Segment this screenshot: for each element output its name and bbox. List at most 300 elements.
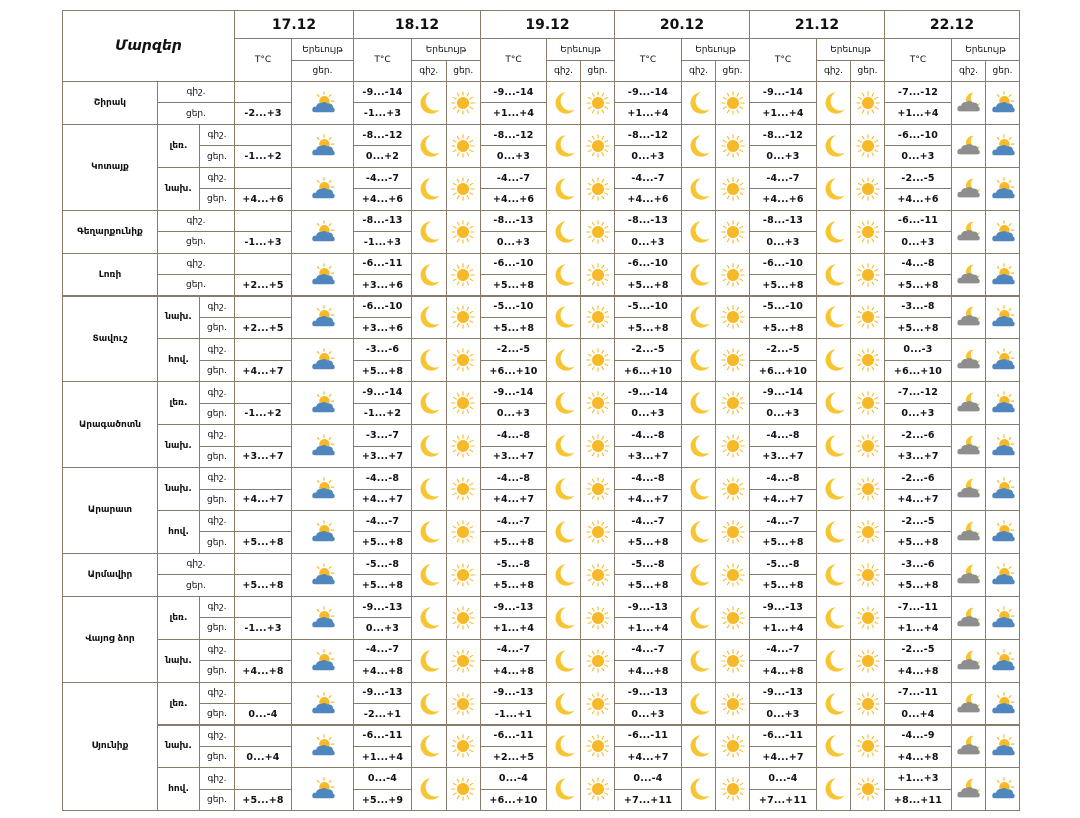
partly-cloudy-icon: [985, 296, 1020, 340]
moon-icon: [816, 338, 851, 382]
night-temp: -7...-12: [884, 81, 952, 103]
day-temp: +5...+8: [353, 531, 412, 553]
zone-label: լեռ.: [157, 682, 200, 726]
sun-icon: [446, 767, 482, 811]
night-temp: -9...-13: [614, 682, 682, 704]
temp-col-header: T°C: [614, 38, 682, 82]
night-temp: [234, 510, 292, 532]
day-temp: +5...+8: [480, 531, 547, 553]
night-temp: -7...-12: [884, 381, 952, 403]
night-header: գիշ.: [411, 60, 447, 82]
day-temp: +4...+8: [884, 660, 952, 682]
day-temp: -1...+3: [353, 231, 412, 253]
cloud-moon-icon: [951, 467, 986, 511]
day-temp: -1...+2: [234, 403, 292, 425]
day-temp: +1...+4: [614, 617, 682, 639]
day-temp: +4...+8: [884, 746, 952, 768]
day-temp: -2...+1: [353, 703, 412, 725]
partly-cloudy-icon: [291, 725, 354, 769]
night-temp: -4...-7: [353, 167, 412, 189]
night-temp: -4...-8: [480, 467, 547, 489]
day-label: ցեր.: [157, 274, 235, 296]
day-temp: +1...+4: [353, 746, 412, 768]
phenomenon-header: Երեւույթ: [411, 38, 481, 61]
day-temp: +4...+7: [353, 489, 412, 511]
moon-icon: [681, 639, 716, 683]
day-temp: +5...+8: [614, 531, 682, 553]
day-temp: +4...+6: [234, 188, 292, 210]
cloud-moon-icon: [951, 296, 986, 340]
day-label: ցեր.: [199, 317, 235, 339]
night-temp: -8...-13: [480, 210, 547, 232]
night-temp: 0...-4: [480, 767, 547, 789]
cloud-moon-icon: [951, 725, 986, 769]
moon-icon: [816, 553, 851, 597]
sun-icon: [850, 725, 885, 769]
sun-icon: [850, 338, 885, 382]
cloud-moon-icon: [951, 767, 986, 811]
partly-cloudy-icon: [985, 596, 1020, 640]
moon-icon: [411, 639, 447, 683]
moon-icon: [411, 596, 447, 640]
day-temp: +4...+8: [749, 660, 817, 682]
sun-icon: [446, 510, 482, 554]
night-temp: -8...-12: [480, 124, 547, 146]
day-temp: 0...+3: [614, 145, 682, 167]
night-temp: -9...-14: [749, 81, 817, 103]
moon-icon: [546, 296, 581, 340]
day-temp: +4...+6: [749, 188, 817, 210]
day-label: ցեր.: [199, 660, 235, 682]
night-temp: -8...-12: [614, 124, 682, 146]
day-temp: +4...+7: [749, 489, 817, 511]
day-temp: +1...+4: [884, 102, 952, 124]
moon-icon: [546, 725, 581, 769]
sun-icon: [446, 253, 482, 297]
sun-icon: [446, 124, 482, 168]
day-temp: -1...+3: [353, 102, 412, 124]
night-header: գիշ.: [546, 60, 581, 82]
partly-cloudy-icon: [291, 596, 354, 640]
sun-icon: [446, 725, 482, 769]
day-temp: +3...+7: [884, 446, 952, 468]
day-temp: +5...+8: [884, 274, 952, 296]
sun-icon: [715, 424, 750, 468]
night-temp: -4...-8: [884, 253, 952, 275]
zone-label: նախ.: [157, 167, 200, 211]
partly-cloudy-icon: [291, 253, 354, 297]
moon-icon: [681, 510, 716, 554]
sun-icon: [580, 338, 615, 382]
moon-icon: [546, 338, 581, 382]
cloud-moon-icon: [951, 682, 986, 726]
partly-cloudy-icon: [291, 124, 354, 168]
partly-cloudy-icon: [291, 167, 354, 211]
day-temp: +5...+8: [884, 317, 952, 339]
night-temp: -2...-5: [884, 167, 952, 189]
partly-cloudy-icon: [291, 424, 354, 468]
moon-icon: [411, 210, 447, 254]
day-temp: 0...+3: [884, 145, 952, 167]
night-label: գիշ.: [199, 338, 235, 360]
sun-icon: [850, 767, 885, 811]
night-temp: [234, 639, 292, 661]
day-temp: +5...+8: [749, 274, 817, 296]
day-label: ցեր.: [199, 789, 235, 811]
sun-icon: [850, 210, 885, 254]
night-header: գիշ.: [681, 60, 716, 82]
region-name: Արագածոտն: [62, 381, 158, 468]
region-name: Սյունիք: [62, 682, 158, 812]
moon-icon: [681, 167, 716, 211]
day-temp: +4...+7: [480, 489, 547, 511]
day-temp: 0...-4: [234, 703, 292, 725]
sun-icon: [446, 338, 482, 382]
moon-icon: [546, 124, 581, 168]
day-temp: +5...+8: [749, 531, 817, 553]
partly-cloudy-icon: [985, 124, 1020, 168]
moon-icon: [681, 424, 716, 468]
cloud-moon-icon: [951, 424, 986, 468]
moon-icon: [681, 381, 716, 425]
day-label: ցեր.: [157, 102, 235, 124]
night-label: գիշ.: [199, 381, 235, 403]
night-label: գիշ.: [157, 210, 235, 232]
night-temp: [234, 424, 292, 446]
moon-icon: [546, 210, 581, 254]
night-temp: [234, 682, 292, 704]
sun-icon: [715, 124, 750, 168]
partly-cloudy-icon: [985, 467, 1020, 511]
night-temp: -5...-10: [614, 296, 682, 318]
night-temp: 0...-4: [353, 767, 412, 789]
night-temp: -6...-11: [353, 253, 412, 275]
night-temp: -7...-11: [884, 682, 952, 704]
moon-icon: [681, 296, 716, 340]
night-temp: -7...-11: [884, 596, 952, 618]
day-temp: +3...+6: [353, 274, 412, 296]
night-temp: -9...-13: [353, 682, 412, 704]
moon-icon: [816, 81, 851, 125]
partly-cloudy-icon: [291, 639, 354, 683]
regions-header: Մարզեր: [62, 10, 235, 82]
night-temp: 0...-4: [614, 767, 682, 789]
sun-icon: [580, 296, 615, 340]
night-label: գիշ.: [199, 725, 235, 747]
day-header: ցեր.: [446, 60, 482, 82]
date-header: 21.12: [749, 10, 885, 39]
day-temp: +7...+11: [749, 789, 817, 811]
moon-icon: [411, 510, 447, 554]
sun-icon: [446, 81, 482, 125]
zone-label: նախ.: [157, 725, 200, 769]
night-temp: -5...-10: [480, 296, 547, 318]
sun-icon: [580, 124, 615, 168]
temp-col-header: T°C: [480, 38, 547, 82]
partly-cloudy-icon: [985, 767, 1020, 811]
cloud-moon-icon: [951, 639, 986, 683]
moon-icon: [546, 467, 581, 511]
moon-icon: [681, 81, 716, 125]
day-temp: 0...+3: [884, 403, 952, 425]
day-temp: -2...+3: [234, 102, 292, 124]
night-temp: -2...-5: [480, 338, 547, 360]
night-label: գիշ.: [199, 596, 235, 618]
moon-icon: [816, 467, 851, 511]
day-label: ցեր.: [199, 531, 235, 553]
night-temp: [234, 210, 292, 232]
night-temp: -6...-10: [614, 253, 682, 275]
cloud-moon-icon: [951, 210, 986, 254]
day-temp: +4...+7: [234, 360, 292, 382]
day-label: ցեր.: [157, 231, 235, 253]
sun-icon: [715, 467, 750, 511]
night-label: գիշ.: [199, 296, 235, 318]
night-temp: -6...-11: [749, 725, 817, 747]
moon-icon: [411, 553, 447, 597]
night-temp: -4...-8: [480, 424, 547, 446]
temp-col-header: T°C: [353, 38, 412, 82]
sun-icon: [715, 596, 750, 640]
night-temp: -5...-8: [749, 553, 817, 575]
sun-icon: [446, 381, 482, 425]
partly-cloudy-icon: [291, 682, 354, 726]
date-header: 20.12: [614, 10, 750, 39]
partly-cloudy-icon: [985, 424, 1020, 468]
night-temp: -2...-6: [884, 467, 952, 489]
moon-icon: [546, 596, 581, 640]
night-temp: -4...-9: [884, 725, 952, 747]
day-temp: 0...+3: [749, 145, 817, 167]
date-header: 19.12: [480, 10, 615, 39]
moon-icon: [681, 124, 716, 168]
day-temp: +8...+11: [884, 789, 952, 811]
night-temp: -4...-8: [749, 467, 817, 489]
cloud-moon-icon: [951, 381, 986, 425]
night-temp: -5...-8: [353, 553, 412, 575]
sun-icon: [850, 596, 885, 640]
moon-icon: [411, 381, 447, 425]
moon-icon: [681, 338, 716, 382]
moon-icon: [681, 682, 716, 726]
zone-label: նախ.: [157, 424, 200, 468]
night-temp: -6...-11: [614, 725, 682, 747]
night-temp: [234, 725, 292, 747]
partly-cloudy-icon: [291, 338, 354, 382]
partly-cloudy-icon: [291, 553, 354, 597]
partly-cloudy-icon: [985, 253, 1020, 297]
night-temp: [234, 596, 292, 618]
day-temp: -1...+2: [353, 403, 412, 425]
moon-icon: [816, 725, 851, 769]
day-temp: +2...+5: [234, 274, 292, 296]
night-temp: -2...-5: [884, 510, 952, 532]
night-temp: -2...-5: [884, 639, 952, 661]
day-temp: +5...+8: [234, 574, 292, 596]
sun-icon: [850, 467, 885, 511]
day-temp: 0...+3: [749, 403, 817, 425]
day-temp: +1...+4: [884, 617, 952, 639]
day-temp: +4...+8: [614, 660, 682, 682]
night-temp: -4...-8: [614, 467, 682, 489]
night-temp: -3...-8: [884, 296, 952, 318]
moon-icon: [411, 124, 447, 168]
moon-icon: [816, 296, 851, 340]
night-temp: -3...-7: [353, 424, 412, 446]
day-temp: 0...+3: [884, 231, 952, 253]
night-temp: 0...-3: [884, 338, 952, 360]
day-temp: +4...+6: [353, 188, 412, 210]
night-temp: -4...-7: [480, 167, 547, 189]
night-label: գիշ.: [199, 424, 235, 446]
moon-icon: [816, 124, 851, 168]
night-temp: -4...-7: [614, 510, 682, 532]
sun-icon: [446, 167, 482, 211]
night-temp: -8...-13: [614, 210, 682, 232]
night-temp: [234, 253, 292, 275]
sun-icon: [446, 210, 482, 254]
sun-icon: [580, 210, 615, 254]
day-label: ցեր.: [199, 617, 235, 639]
sun-icon: [580, 767, 615, 811]
day-temp: +5...+8: [353, 574, 412, 596]
day-label: ցեր.: [199, 446, 235, 468]
night-temp: -4...-7: [480, 639, 547, 661]
sun-icon: [580, 682, 615, 726]
zone-label: հով.: [157, 767, 200, 811]
night-temp: -2...-5: [749, 338, 817, 360]
partly-cloudy-icon: [985, 81, 1020, 125]
zone-label: լեռ.: [157, 596, 200, 640]
day-temp: +1...+4: [480, 617, 547, 639]
night-temp: -9...-13: [614, 596, 682, 618]
sun-icon: [850, 682, 885, 726]
sun-icon: [715, 682, 750, 726]
night-label: գիշ.: [157, 553, 235, 575]
day-label: ցեր.: [199, 403, 235, 425]
sun-icon: [446, 467, 482, 511]
night-label: գիշ.: [199, 682, 235, 704]
night-temp: -9...-13: [749, 682, 817, 704]
day-temp: +4...+7: [234, 489, 292, 511]
sun-icon: [715, 725, 750, 769]
moon-icon: [816, 639, 851, 683]
day-label: ցեր.: [157, 574, 235, 596]
night-temp: [234, 167, 292, 189]
night-temp: [234, 381, 292, 403]
day-temp: +5...+8: [749, 574, 817, 596]
moon-icon: [546, 682, 581, 726]
sun-icon: [446, 639, 482, 683]
sun-icon: [715, 553, 750, 597]
moon-icon: [546, 167, 581, 211]
sun-icon: [850, 81, 885, 125]
sun-icon: [580, 81, 615, 125]
moon-icon: [411, 725, 447, 769]
night-temp: -2...-6: [884, 424, 952, 446]
night-label: գիշ.: [199, 510, 235, 532]
night-temp: -9...-13: [480, 682, 547, 704]
sun-icon: [580, 253, 615, 297]
partly-cloudy-icon: [291, 381, 354, 425]
night-temp: -4...-7: [353, 639, 412, 661]
day-temp: +5...+8: [234, 789, 292, 811]
moon-icon: [411, 167, 447, 211]
night-temp: -4...-7: [614, 639, 682, 661]
day-temp: +4...+7: [884, 489, 952, 511]
day-temp: +6...+10: [614, 360, 682, 382]
day-temp: +5...+8: [614, 574, 682, 596]
sun-icon: [580, 381, 615, 425]
night-temp: -4...-7: [614, 167, 682, 189]
phenomenon-header: Երեւույթ: [681, 38, 750, 61]
moon-icon: [411, 424, 447, 468]
night-temp: -9...-13: [353, 596, 412, 618]
moon-icon: [816, 767, 851, 811]
sun-icon: [715, 167, 750, 211]
day-temp: 0...+2: [353, 145, 412, 167]
date-header: 17.12: [234, 10, 354, 39]
night-temp: -9...-14: [480, 381, 547, 403]
day-temp: +6...+10: [884, 360, 952, 382]
moon-icon: [411, 682, 447, 726]
night-temp: [234, 767, 292, 789]
night-temp: [234, 124, 292, 146]
day-temp: 0...+3: [749, 703, 817, 725]
sun-icon: [580, 639, 615, 683]
region-name: Վայոց ձոր: [62, 596, 158, 683]
day-temp: +5...+8: [614, 274, 682, 296]
day-temp: +5...+8: [884, 531, 952, 553]
temp-col-header: T°C: [749, 38, 817, 82]
cloud-moon-icon: [951, 338, 986, 382]
sun-icon: [850, 296, 885, 340]
night-temp: -8...-12: [353, 124, 412, 146]
night-label: գիշ.: [199, 467, 235, 489]
night-temp: [234, 81, 292, 103]
sun-icon: [715, 639, 750, 683]
moon-icon: [546, 253, 581, 297]
day-label: ցեր.: [199, 489, 235, 511]
night-temp: -9...-14: [614, 381, 682, 403]
day-temp: +3...+7: [749, 446, 817, 468]
day-label: ցեր.: [199, 145, 235, 167]
sun-icon: [715, 510, 750, 554]
night-temp: -6...-11: [353, 725, 412, 747]
day-temp: +3...+7: [353, 446, 412, 468]
sun-icon: [715, 210, 750, 254]
phenomenon-header: Երեւույթ: [546, 38, 615, 61]
region-name: Լոռի: [62, 253, 158, 297]
partly-cloudy-icon: [291, 296, 354, 340]
day-temp: +4...+8: [353, 660, 412, 682]
night-temp: -4...-8: [749, 424, 817, 446]
sun-icon: [850, 381, 885, 425]
partly-cloudy-icon: [985, 167, 1020, 211]
region-name: Արմավիր: [62, 553, 158, 597]
sun-icon: [446, 553, 482, 597]
day-temp: +4...+8: [480, 660, 547, 682]
day-temp: +1...+4: [614, 102, 682, 124]
sun-icon: [850, 510, 885, 554]
temp-col-header: T°C: [234, 38, 292, 82]
sun-icon: [580, 167, 615, 211]
day-temp: 0...+4: [884, 703, 952, 725]
sun-icon: [715, 338, 750, 382]
day-temp: +5...+9: [353, 789, 412, 811]
night-temp: [234, 553, 292, 575]
night-temp: [234, 296, 292, 318]
